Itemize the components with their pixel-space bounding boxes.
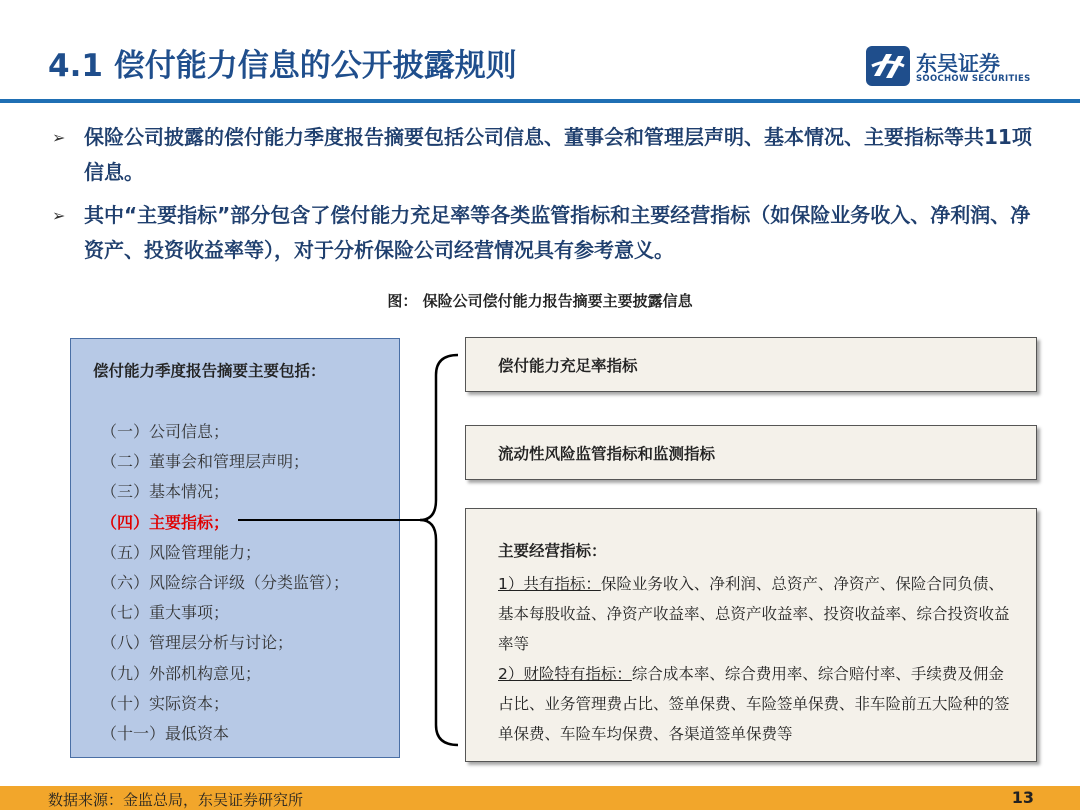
solvency-ratio-box (465, 337, 1037, 392)
logo-text-cn: 东吴证券 (916, 52, 1000, 76)
page-number: 13 (1011, 788, 1034, 807)
data-source: 数据来源：金监总局，东吴证券研究所 (48, 791, 304, 809)
header-divider (0, 99, 1080, 103)
figure-caption: 图： 保险公司偿付能力报告摘要主要披露信息 (387, 292, 693, 310)
list-item: （十一）最低资本 (101, 724, 230, 744)
liquidity-risk-label: 流动性风险监管指标和监测指标 (498, 445, 716, 463)
common-indicators-text: 保险业务收入、净利润、总资产、净资产、保险合同负债、基本每股收益、净资产收益率、总资产收益率、投资收益率、综合投资收益率等 (498, 575, 1010, 653)
logo-text-en: SOOCHOW SECURITIES (916, 74, 1031, 84)
list-item: （九）外部机构意见； (101, 663, 262, 683)
list-item: （三）基本情况； (101, 482, 230, 502)
company-logo (866, 46, 1036, 90)
bullet-arrow-icon: ➢ (52, 206, 66, 225)
pc-indicators-text: 综合成本率、综合费用率、综合赔付率、手续费及佣金占比、业务管理费占比、签单保费、车险签单保费、非车险前五大险种的签单保费、车险车均保费、各渠道签单保费等 (498, 665, 1010, 743)
disclosure-items-box (70, 338, 400, 758)
operating-indicators-box (465, 508, 1037, 762)
common-indicators-label: 1）共有指标： (498, 575, 601, 593)
list-item: （二）董事会和管理层声明； (101, 452, 310, 472)
list-item: （十）实际资本； (101, 693, 230, 713)
list-item: （七）重大事项； (101, 603, 230, 623)
operating-indicators-body (498, 569, 1018, 749)
curly-brace (420, 355, 458, 745)
bullet-1-text: 保险公司披露的偿付能力季度报告摘要包括公司信息、董事会和管理层声明、基本情况、主要指标等共11项信息。 (84, 125, 1032, 184)
operating-indicators-title: 主要经营指标： (498, 542, 607, 560)
list-item: （一）公司信息； (101, 422, 230, 441)
liquidity-risk-box (465, 425, 1037, 480)
disclosure-items-title: 偿付能力季度报告摘要主要包括： (93, 362, 326, 380)
disclosure-items-list (101, 417, 349, 749)
solvency-ratio-label: 偿付能力充足率指标 (498, 357, 638, 375)
bullet-1 (52, 120, 1042, 190)
soochow-logo-icon (866, 46, 910, 86)
list-item: （五）风险管理能力； (101, 542, 262, 562)
bullet-2-text: 其中“主要指标”部分包含了偿付能力充足率等各类监管指标和主要经营指标（如保险业务收入、净利润、净资产、投资收益率等），对于分析保险公司经营情况具有参考意义。 (84, 203, 1031, 262)
list-item: （六）风险综合评级（分类监管）； (101, 573, 350, 593)
footer-bar (0, 786, 1080, 810)
list-item-highlighted: （四）主要指标； (101, 512, 230, 532)
bullet-2 (52, 198, 1042, 268)
pc-indicators-label: 2）财险特有指标： (498, 665, 632, 683)
list-item: （八）管理层分析与讨论； (101, 633, 294, 653)
page-title: 4.1 偿付能力信息的公开披露规则 (48, 48, 517, 84)
bullet-arrow-icon: ➢ (52, 128, 66, 147)
